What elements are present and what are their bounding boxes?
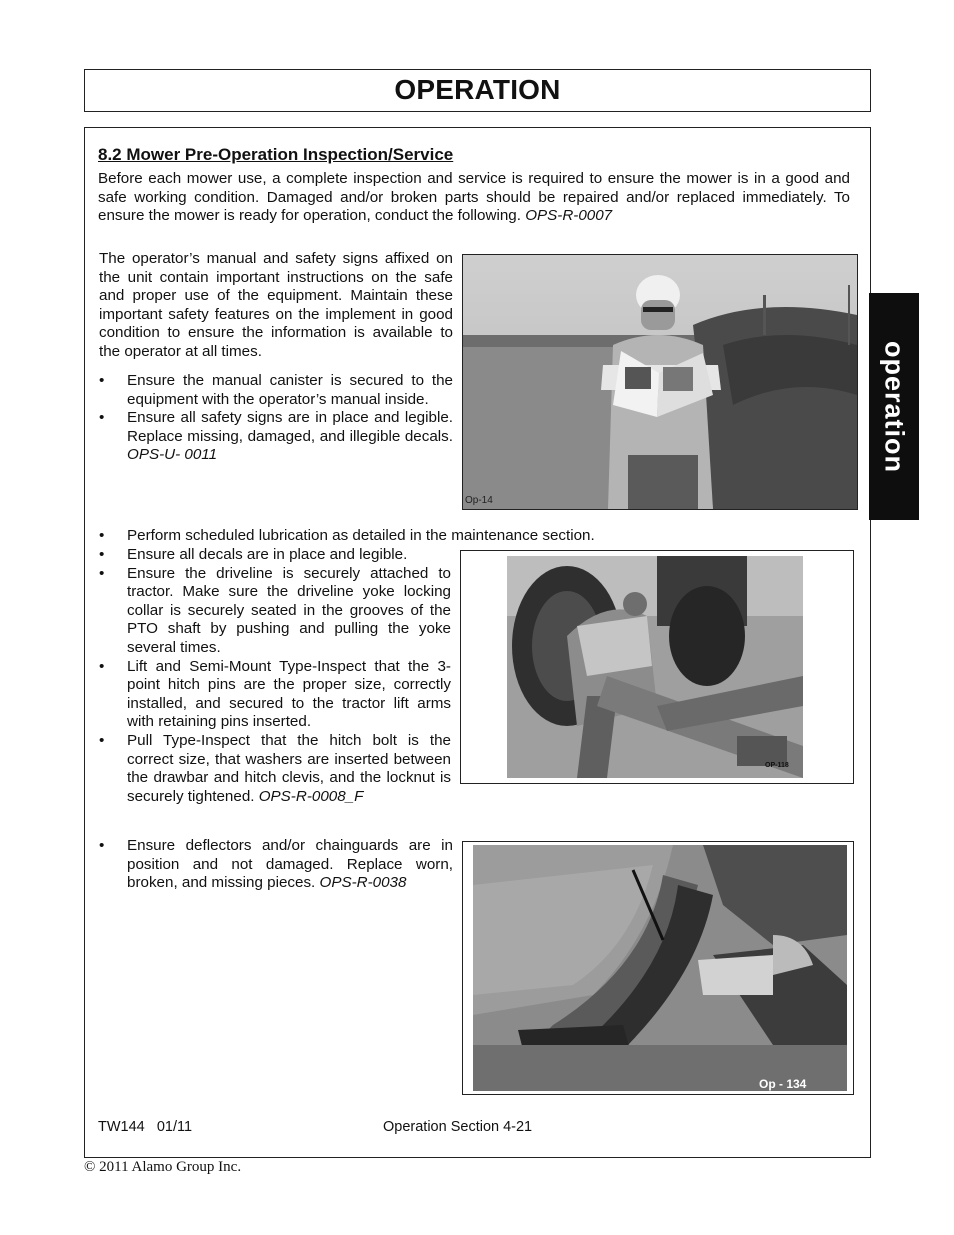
- list-item: [99, 546, 451, 565]
- section-side-tab: [869, 293, 919, 520]
- list-item: [99, 837, 453, 893]
- list-item: [99, 527, 619, 546]
- bullet-dot: •: [99, 409, 105, 427]
- bullet-dot: •: [99, 372, 105, 389]
- list-item: [99, 732, 451, 806]
- bullet-list-manual: [99, 372, 453, 465]
- bullet-text: Ensure all decals are in place and legible.: [127, 546, 408, 563]
- photo-label: Op - 134: [759, 1077, 807, 1091]
- photo-deflector-chainguard: [462, 841, 854, 1095]
- bullet-ref: OPS-R-0008_F: [258, 787, 364, 805]
- bullet-list-deflectors: [99, 837, 453, 893]
- bullet-dot: •: [99, 657, 105, 675]
- bullet-text: Pull Type-Inspect that the hitch bolt is the correct size, that washers are inserted between the drawbar and hitch clevis, and the locknut is securely tightened.: [127, 731, 451, 805]
- bullet-dot: •: [99, 837, 105, 854]
- bullet-list-driveline: [99, 546, 451, 806]
- footer-doc-code: TW144 01/11: [98, 1119, 193, 1135]
- bullet-dot: •: [99, 564, 105, 582]
- photo-driveline-attachment: [460, 550, 854, 784]
- bullet-text: Ensure all safety signs are in place and legible. Replace missing, damaged, and illegible decals.: [127, 409, 453, 445]
- list-item: [99, 658, 451, 732]
- intro-text: Before each mower use, a complete inspection and service is required to ensure the mower is in a good and safe working condition. Damaged and/or broken parts should be repaired and/or replaced immediately. To ensure the mower is ready for operation, conduct the following.: [98, 170, 850, 225]
- photo-label: Op-14: [465, 495, 493, 506]
- bullet-dot: •: [99, 546, 105, 563]
- photo-label: OP-118: [765, 762, 789, 769]
- side-tab-label: operation: [879, 340, 910, 473]
- footer-page-number: Operation Section 4-21: [383, 1119, 533, 1135]
- section-heading: 8.2 Mower Pre-Operation Inspection/Service: [98, 145, 454, 164]
- copyright-notice: © 2011 Alamo Group Inc.: [84, 1159, 242, 1175]
- manual-paragraph: The operator’s manual and safety signs affixed on the unit contain important instructions on the safe and proper use of the equipment. Maintain these important safety features on the implement in good condition to ensure the information is available to the operator at all times.: [99, 250, 453, 360]
- list-item: [99, 565, 451, 658]
- bullet-ref: OPS-R-0038: [319, 874, 407, 892]
- list-item: [99, 409, 453, 465]
- list-item: [99, 372, 453, 409]
- bullet-text: Lift and Semi-Mount Type-Inspect that the 3-point hitch pins are the proper size, correctly installed, and secured to the tractor lift arms with retaining pins inserted.: [127, 657, 451, 731]
- page-title: OPERATION: [394, 74, 561, 105]
- intro-paragraph: [98, 170, 850, 226]
- bullet-list-lubrication: [99, 527, 619, 546]
- bullet-dot: •: [99, 527, 105, 544]
- bullet-dot: •: [99, 731, 105, 749]
- intro-ref: OPS-R-0007: [525, 207, 613, 225]
- bullet-text: Ensure the driveline is securely attached to tractor. Make sure the driveline yoke locking collar is securely seated in the grooves of the PTO shaft by pushing and pulling the yoke several times.: [127, 564, 451, 656]
- bullet-text: Ensure deflectors and/or chainguards are in position and not damaged. Replace worn, broken, and missing pieces.: [127, 837, 453, 892]
- bullet-text: Perform scheduled lubrication as detailed in the maintenance section.: [127, 527, 595, 544]
- photo-operator-reading-manual: [462, 254, 858, 510]
- bullet-ref: OPS-U- 0011: [127, 446, 218, 464]
- bullet-text: Ensure the manual canister is secured to the equipment with the operator’s manual inside.: [127, 372, 453, 408]
